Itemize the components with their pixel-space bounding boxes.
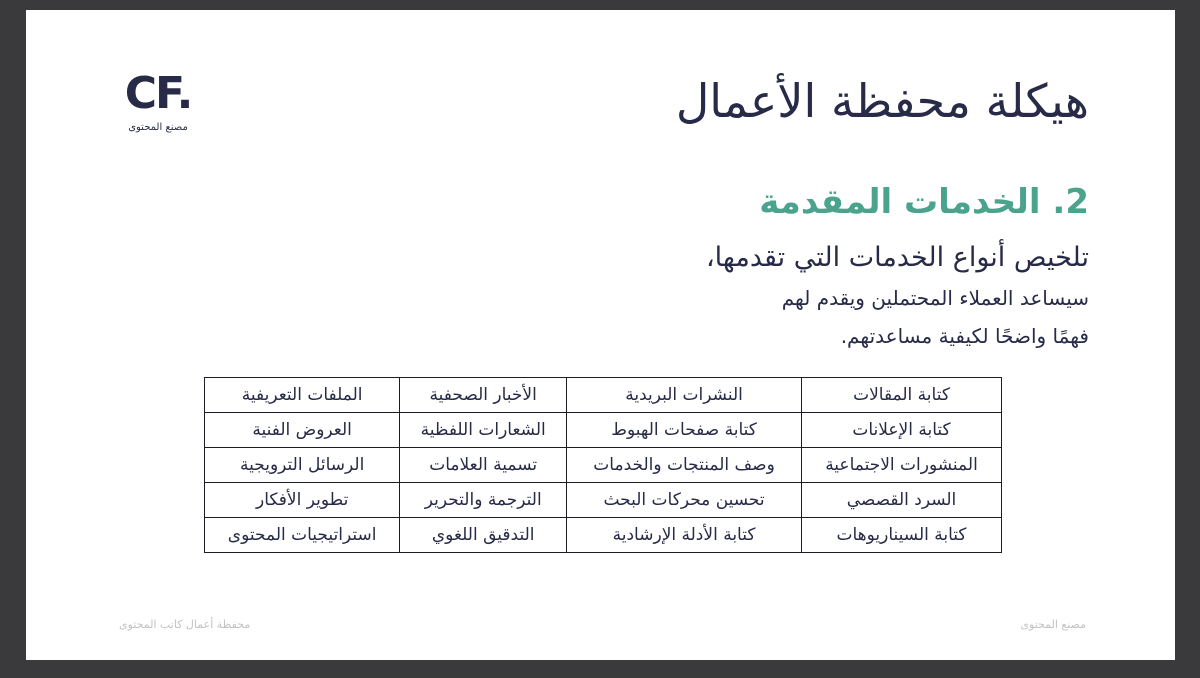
- services-table: [204, 377, 1002, 553]
- table-cell: كتابة الإعلانات: [802, 413, 1002, 448]
- brand-logo: [118, 70, 198, 133]
- table-cell: تسمية العلامات: [400, 448, 567, 483]
- logo-subtitle: مصنع المحتوى: [128, 122, 188, 133]
- table-cell: كتابة صفحات الهبوط: [567, 413, 802, 448]
- table-cell: الترجمة والتحرير: [400, 483, 567, 518]
- footer-brand-label: مصنع المحتوى: [1020, 618, 1086, 631]
- table-cell: كتابة الأدلة الإرشادية: [567, 518, 802, 553]
- slide: [26, 10, 1175, 660]
- table-cell: الرسائل الترويجية: [205, 448, 400, 483]
- footer-portfolio-label: محفظة أعمال كاتب المحتوى: [119, 618, 251, 631]
- table-cell: الأخبار الصحفية: [400, 378, 567, 413]
- section-body-line: فهمًا واضحًا لكيفية مساعدتهم.: [840, 324, 1089, 348]
- table-cell: التدقيق اللغوي: [400, 518, 567, 553]
- section-intro: تلخيص أنواع الخدمات التي تقدمها،: [705, 242, 1089, 273]
- table-cell: العروض الفنية: [205, 413, 400, 448]
- table-row: [205, 378, 1002, 413]
- table-row: [205, 413, 1002, 448]
- page-title: هيكلة محفظة الأعمال: [675, 74, 1089, 128]
- table-cell: الشعارات اللفظية: [400, 413, 567, 448]
- table-cell: السرد القصصي: [802, 483, 1002, 518]
- table-cell: تطوير الأفكار: [205, 483, 400, 518]
- table-cell: وصف المنتجات والخدمات: [567, 448, 802, 483]
- table-cell: الملفات التعريفية: [205, 378, 400, 413]
- table-cell: المنشورات الاجتماعية: [802, 448, 1002, 483]
- table-row: [205, 518, 1002, 553]
- logo-mark: CF.: [124, 68, 192, 119]
- table-cell: كتابة السيناريوهات: [802, 518, 1002, 553]
- table-cell: كتابة المقالات: [802, 378, 1002, 413]
- section-body-line: سيساعد العملاء المحتملين ويقدم لهم: [781, 286, 1089, 310]
- table-cell: استراتيجيات المحتوى: [205, 518, 400, 553]
- table-cell: تحسين محركات البحث: [567, 483, 802, 518]
- table-cell: النشرات البريدية: [567, 378, 802, 413]
- table-row: [205, 448, 1002, 483]
- section-heading: 2. الخدمات المقدمة: [759, 182, 1089, 222]
- table-row: [205, 483, 1002, 518]
